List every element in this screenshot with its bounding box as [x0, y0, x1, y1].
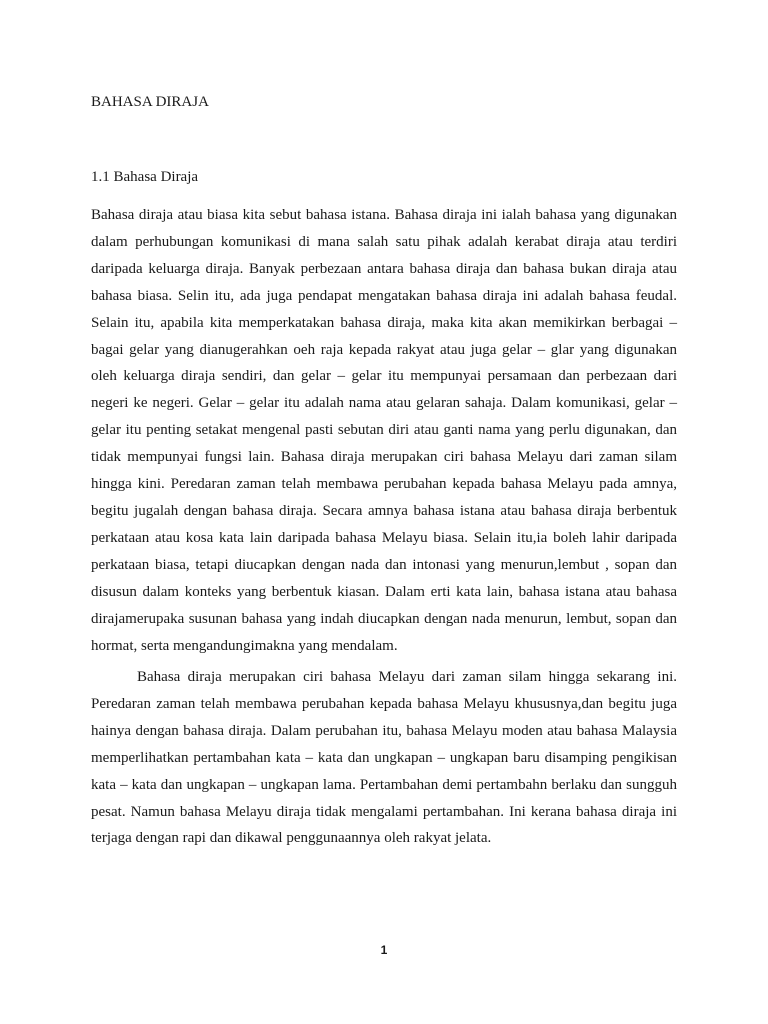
section-heading: 1.1 Bahasa Diraja — [91, 169, 199, 185]
body-paragraph-2: Bahasa diraja merupakan ciri bahasa Melayu dari zaman silam hingga sekarang ini. Peredaran zaman telah membawa perubahan kepada bahasa Melayu khususnya,dan begitu juga hainya dengan bahasa diraja. Dalam perubahan itu, bahasa Melayu moden atau bahasa Malaysia memperlihatkan pertambahan kata – kata dan ungkapan – ungkapan baru disamping pengikisan kata – kata dan ungkapan – ungkapan lama. Pertambahan demi pertambahn berlaku dan sungguh pesat. Namun bahasa Melayu diraja tidak mengalami pertambahan. Ini kerana bahasa diraja ini terjaga dengan rapi dan dikawal penggunaannya oleh rakyat jelata. — [91, 669, 677, 847]
document-title: BAHASA DIRAJA — [91, 94, 209, 110]
body-paragraph-1: Bahasa diraja atau biasa kita sebut bahasa istana. Bahasa diraja ini ialah bahasa yang digunakan dalam perhubungan komunikasi di mana salah satu pihak adalah kerabat diraja atau terdiri daripada keluarga diraja. Banyak perbezaan antara bahasa diraja dan bahasa bukan diraja atau bahasa biasa. Selin itu, ada juga pendapat mengatakan bahasa diraja ini adalah bahasa feudal. Selain itu, apabila kita memperkatakan bahasa diraja, maka kita akan memikirkan berbagai – bagai gelar yang dianugerahkan oeh raja kepada rakyat atau juga gelar – glar yang digunakan oleh keluarga diraja sendiri, dan gelar – gelar itu mempunyai persamaan dan perbezaan dari negeri ke negeri. Gelar – gelar itu adalah nama atau gelaran sahaja. Dalam komunikasi, gelar – gelar itu penting setakat mengenal pasti sebutan diri atau ganti nama yang perlu digunakan, dan tidak mempunyai fungsi lain. Bahasa diraja merupakan ciri bahasa Melayu dari zaman silam hingga kini. Peredaran zaman telah membawa perubahan kepada bahasa Melayu pada amnya, begitu jugalah dengan bahasa diraja. Secara amnya bahasa istana atau bahasa diraja berbentuk perkataan atau kosa kata lain daripada bahasa Melayu biasa. Selain itu,ia boleh lahir daripada perkataan biasa, tetapi diucapkan dengan nada dan intonasi yang menurun,lembut , sopan dan disusun dalam konteks yang berbentuk kiasan. Dalam erti kata lain, bahasa istana atau bahasa dirajamerupaka susunan bahasa yang indah diucapkan dengan nada menurun, lembut, sopan dan hormat, serta mengandungimakna yang mendalam. — [91, 207, 677, 654]
page-number: 1 — [380, 943, 388, 957]
